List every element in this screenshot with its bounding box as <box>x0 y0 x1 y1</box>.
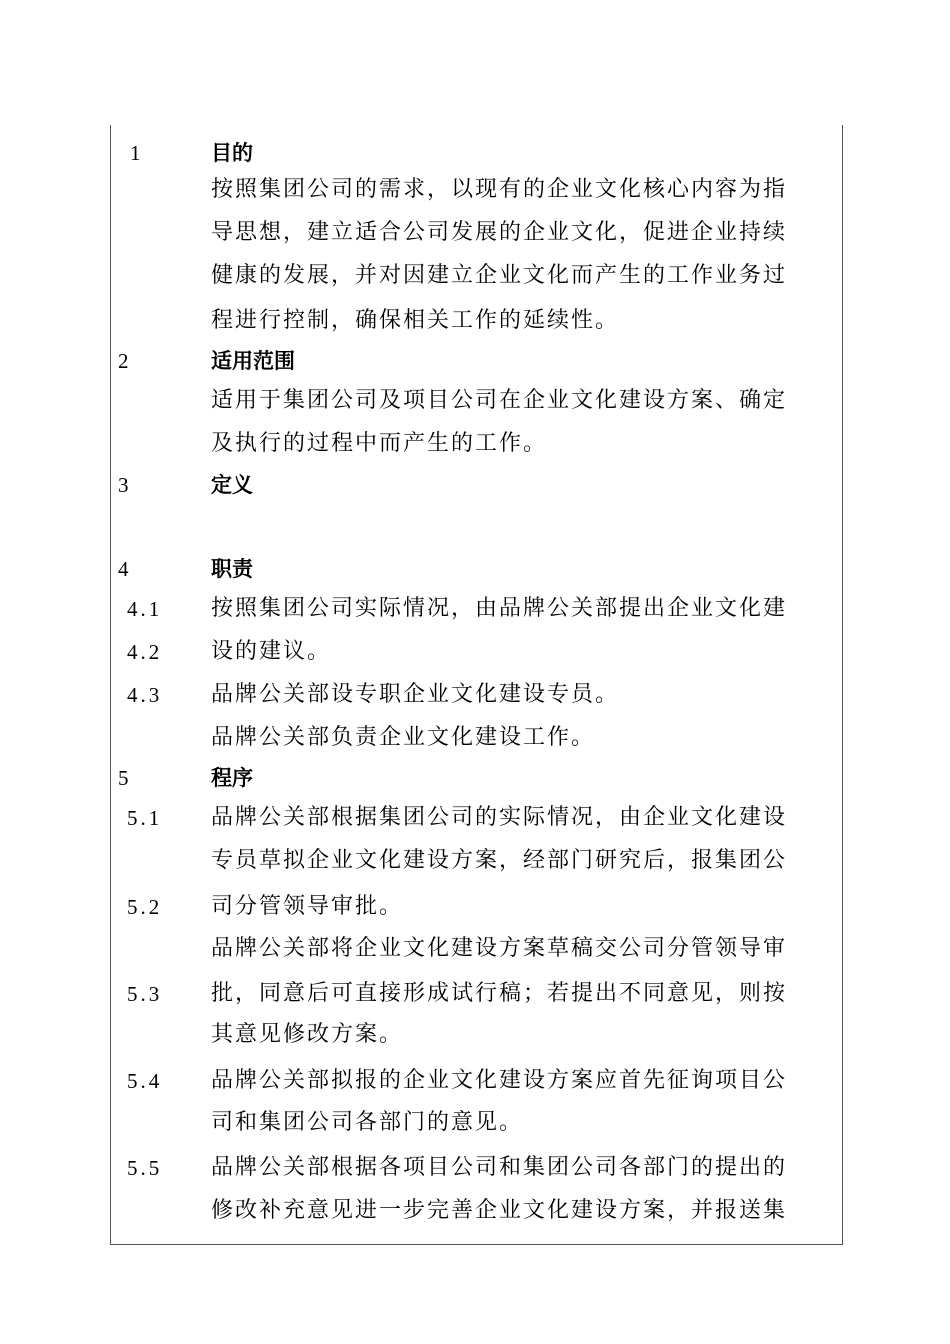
body-line: 导思想，建立适合公司发展的企业文化，促进企业持续 <box>211 220 788 245</box>
section-title: 职责 <box>211 556 253 581</box>
body-line: 品牌公关部设专职企业文化建设专员。 <box>211 682 620 707</box>
subsection-number: 5.5 <box>127 1156 163 1180</box>
body-line: 设的建议。 <box>211 639 332 664</box>
section-number: 1 <box>130 141 141 165</box>
section-number: 4 <box>118 557 129 581</box>
section-title: 适用范围 <box>211 348 295 373</box>
body-line: 按照集团公司实际情况，由品牌公关部提出企业文化建 <box>211 596 788 621</box>
section-number: 2 <box>118 349 129 373</box>
body-line: 程进行控制，确保相关工作的延续性。 <box>211 308 620 333</box>
body-line: 批，同意后可直接形成试行稿；若提出不同意见，则按 <box>211 981 788 1006</box>
body-line: 专员草拟企业文化建设方案，经部门研究后，报集团公 <box>211 848 788 873</box>
section-title: 定义 <box>211 472 253 497</box>
body-line: 品牌公关部将企业文化建设方案草稿交公司分管领导审 <box>211 936 788 961</box>
subsection-number: 5.3 <box>127 982 163 1006</box>
subsection-number: 5.2 <box>127 895 163 919</box>
body-line: 司和集团公司各部门的意见。 <box>211 1110 524 1135</box>
body-line: 司分管领导审批。 <box>211 894 404 919</box>
subsection-number: 4.2 <box>127 640 163 664</box>
subsection-number: 5.1 <box>127 806 163 830</box>
section-title: 程序 <box>211 765 253 790</box>
subsection-number: 4.1 <box>127 597 163 621</box>
body-line: 健康的发展，并对因建立企业文化而产生的工作业务过 <box>211 263 788 288</box>
body-line: 品牌公关部根据各项目公司和集团公司各部门的提出的 <box>211 1155 788 1180</box>
body-line: 品牌公关部负责企业文化建设工作。 <box>211 725 596 750</box>
body-line: 及执行的过程中而产生的工作。 <box>211 431 548 456</box>
section-number: 3 <box>118 473 129 497</box>
body-line: 其意见修改方案。 <box>211 1022 404 1047</box>
body-line: 适用于集团公司及项目公司在企业文化建设方案、确定 <box>211 388 788 413</box>
body-line: 修改补充意见进一步完善企业文化建设方案，并报送集 <box>211 1198 788 1223</box>
body-line: 品牌公关部拟报的企业文化建设方案应首先征询项目公 <box>211 1068 788 1093</box>
subsection-number: 5.4 <box>127 1069 163 1093</box>
body-line: 按照集团公司的需求，以现有的企业文化核心内容为指 <box>211 177 788 202</box>
section-number: 5 <box>118 766 129 790</box>
body-line: 品牌公关部根据集团公司的实际情况，由企业文化建设 <box>211 805 788 830</box>
subsection-number: 4.3 <box>127 683 163 707</box>
section-title: 目的 <box>211 140 253 165</box>
